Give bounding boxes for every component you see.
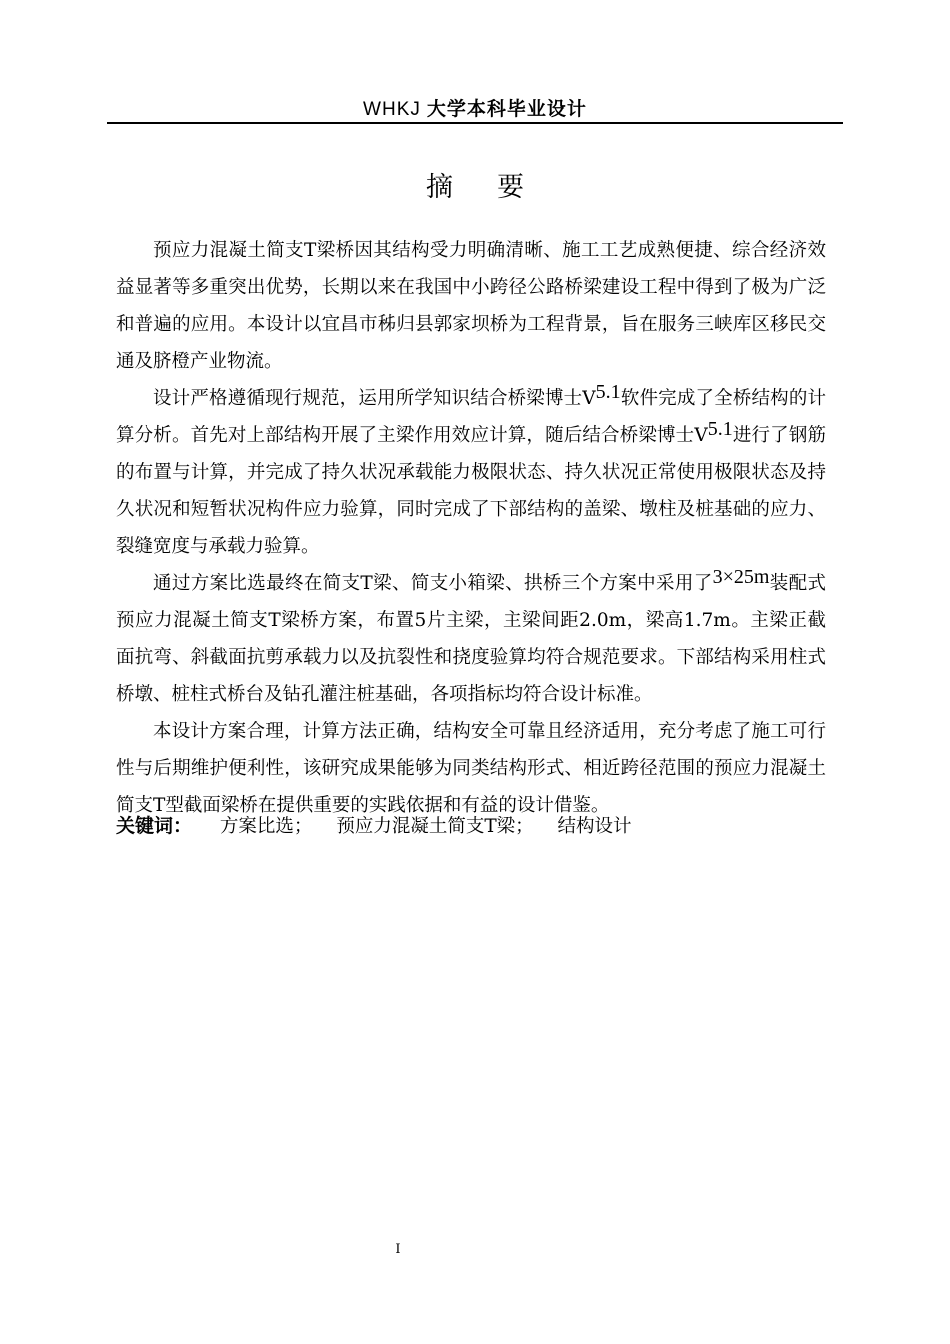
header-school-code: WHKJ <box>363 99 421 120</box>
abstract-paragraph-3 <box>116 565 826 713</box>
paragraph-3-text-b: 装配式预应力混凝土简支T梁桥方案，布置5片主梁，主梁间距2.0m，梁高1.7m。主梁正截面抗弯、斜截面抗剪承载力以及抗裂性和挠度验算均符合规范要求。下部结构采用柱式桥墩、桩柱式桥台及钻孔灌注桩基础，各项指标均符合设计标准。 <box>116 573 826 705</box>
span-layout: 3×25m <box>712 566 770 588</box>
abstract-paragraph-4: 本设计方案合理，计算方法正确，结构安全可靠且经济适用，充分考虑了施工可行性与后期维护便利性，该研究成果能够为同类结构形式、相近跨径范围的预应力混凝土简支T型截面梁桥在提供重要的实践依据和有益的设计借鉴。 <box>116 721 826 816</box>
keyword-item: 方案比选； <box>219 816 313 837</box>
header-title: 大学本科毕业设计 <box>426 98 587 120</box>
page-header <box>107 97 843 122</box>
abstract-body <box>116 232 826 824</box>
paragraph-2-text-a: 设计严格遵循现行规范，运用所学知识结合桥梁博士V <box>153 388 596 409</box>
paragraph-2-text-c: 进行了钢筋的布置与计算，并完成了持久状况承载能力极限状态、持久状况正常使用极限状态及持久状况和短暂状况构件应力验算，同时完成了下部结构的盖梁、墩柱及桩基础的应力、裂缝宽度与承载力验算。 <box>116 425 826 557</box>
keyword-item: 结构设计 <box>557 816 632 837</box>
abstract-paragraph-1: 预应力混凝土简支T梁桥因其结构受力明确清晰、施工工艺成熟便捷、综合经济效益显著等多重突出优势，长期以来在我国中小跨径公路桥梁建设工程中得到了极为广泛和普遍的应用。本设计以宜昌市秭归县郭家坝桥为工程背景，旨在服务三峡库区移民交通及脐橙产业物流。 <box>116 240 826 372</box>
paragraph-2-text-b: 软件完成了全桥结构的计算分析。首先对上部结构开展了主梁作用效应计算，随后结合桥梁博士V <box>116 388 826 446</box>
page-number: I <box>395 1242 401 1257</box>
software-version-2: 5.1 <box>707 418 733 440</box>
keywords-line <box>116 808 826 845</box>
keyword-item: 预应力混凝土简支T梁； <box>336 816 534 837</box>
abstract-heading: 摘要 <box>426 172 568 203</box>
paragraph-3-text-a: 通过方案比选最终在简支T梁、简支小箱梁、拱桥三个方案中采用了 <box>153 573 713 594</box>
software-version-1: 5.1 <box>595 381 621 403</box>
abstract-paragraph-2 <box>116 380 826 565</box>
header-rule <box>107 122 843 124</box>
keywords-label: 关键词： <box>116 815 193 837</box>
